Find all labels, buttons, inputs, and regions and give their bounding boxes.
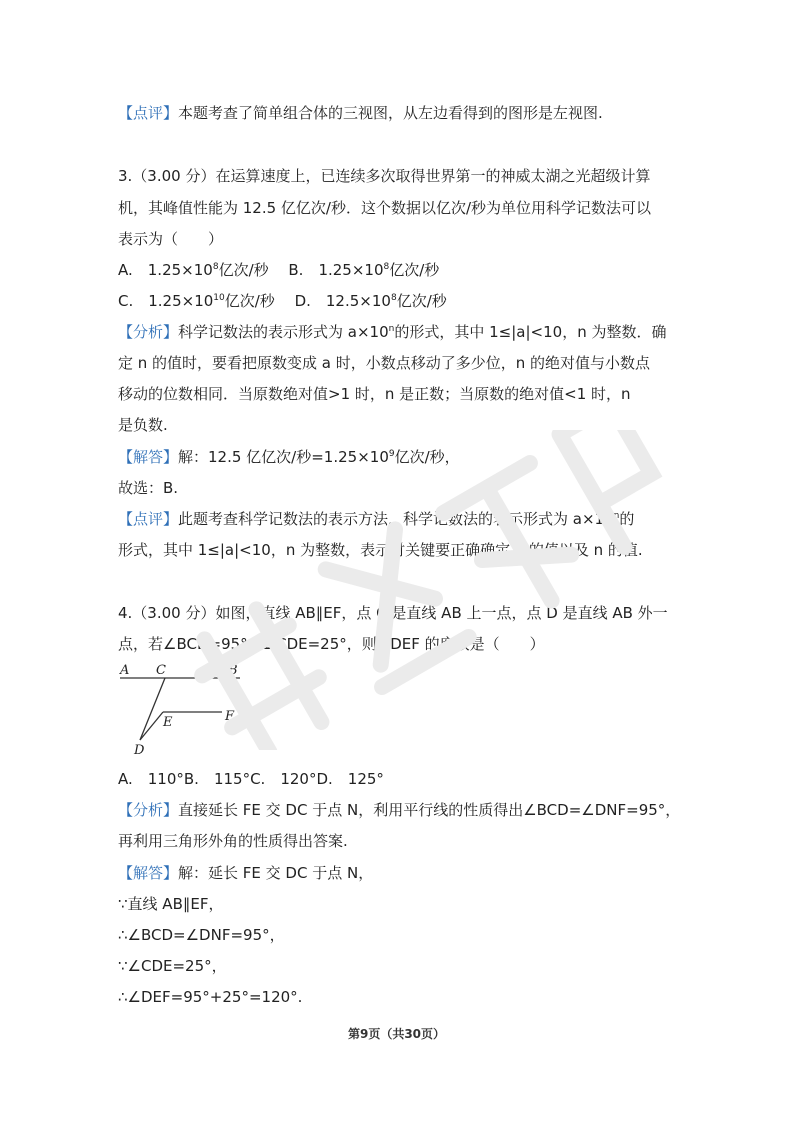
q3-analysis-line-2: 定 n 的值时，要看把原数变成 a 时，小数点移动了多少位，n 的绝对值与小数点 bbox=[118, 354, 651, 372]
q4-options: A. 110°B. 115°C. 120°D. 125° bbox=[118, 770, 384, 788]
label-a: A bbox=[120, 663, 130, 678]
answer-tag: 【解答】 bbox=[118, 448, 179, 466]
q3-stem-line-3: 表示为（ ） bbox=[118, 230, 224, 248]
q4-analysis-line-1: 【分析】直接延长 FE 交 DC 于点 N，利用平行线的性质得出∠BCD=∠DNF=95°， bbox=[118, 801, 681, 819]
q4-answer-line-2: ∵直线 AB∥EF， bbox=[118, 895, 224, 913]
page-footer: 第9页（共30页） bbox=[347, 1027, 446, 1041]
q4-answer-line-1: 【解答】解：延长 FE 交 DC 于点 N， bbox=[118, 864, 374, 882]
label-f: F bbox=[225, 709, 235, 724]
q3-stem-line-2: 机，其峰值性能为 12.5 亿亿次/秒．这个数据以亿次/秒为单位用科学记数法可以 bbox=[118, 199, 652, 217]
analysis-tag: 【分析】 bbox=[118, 323, 179, 341]
q3-options-ab: A. $1.25\times 10^8$亿次/秒 B. $1.25\times 10^8$亿次/秒 bbox=[118, 261, 440, 279]
q4-stem-line-1: 4.（3.00 分）如图，直线 AB∥EF，点 C 是直线 AB 上一点，点 D 是直线 AB 外一 bbox=[118, 604, 668, 622]
q3-analysis-line-3: 移动的位数相同．当原数绝对值>1 时，n 是正数；当原数的绝对值<1 时，n bbox=[118, 385, 631, 403]
q4-answer-line-3: ∴∠BCD=∠DNF=95°， bbox=[118, 926, 285, 944]
comment-tag: 【点评】 bbox=[118, 510, 179, 528]
q3-answer: 【解答】解：12.5 亿亿次/秒$=1.25\times 10^9$亿次/秒， bbox=[118, 448, 460, 466]
q3-stem-line-1: 3.（3.00 分）在运算速度上，已连续多次取得世界第一的神威太湖之光超级计算 bbox=[118, 167, 651, 185]
analysis-tag: 【分析】 bbox=[118, 801, 179, 819]
q3-analysis-line-4: 是负数. bbox=[118, 416, 168, 434]
q3-options-cd: C. $1.25\times 10^{10}$亿次/秒 D. $12.5\times 10^8$亿次/秒 bbox=[118, 292, 447, 310]
label-c: C bbox=[156, 663, 166, 678]
q4-answer-line-5: ∴∠DEF=95°+25°=120°. bbox=[118, 988, 303, 1006]
q2-comment: 【点评】本题考查了简单组合体的三视图，从左边看得到的图形是左视图. bbox=[118, 104, 603, 122]
answer-tag: 【解答】 bbox=[118, 864, 179, 882]
q3-comment-line-2: 形式，其中 1≤|a|<10，n 为整数，表示时关键要正确确定 a 的值以及 n 的值. bbox=[118, 541, 643, 559]
q4-stem-line-2: 点，若∠BCD=95°，∠CDE=25°，则∠DEF 的度数是（ ） bbox=[118, 635, 545, 653]
comment-tag: 【点评】 bbox=[118, 104, 179, 122]
label-b: B bbox=[228, 663, 238, 678]
parallel-lines-figure bbox=[115, 660, 245, 760]
q4-analysis-line-2: 再利用三角形外角的性质得出答案. bbox=[118, 832, 348, 850]
segment-cd bbox=[140, 678, 165, 740]
q3-choice: 故选：B. bbox=[118, 479, 179, 497]
segment-de bbox=[140, 712, 163, 740]
q4-answer-line-4: ∵∠CDE=25°， bbox=[118, 957, 227, 975]
q3-analysis-line-1: 【分析】科学记数法的表示形式为 $a\times 10^n$的形式，其中 1≤|a|<10，n 为整数．确 bbox=[118, 323, 667, 341]
label-d: D bbox=[134, 743, 145, 758]
q3-comment-line-1: 【点评】此题考查科学记数法的表示方法．科学记数法的表示形式为 $a\times 10^n$的 bbox=[118, 510, 635, 528]
label-e: E bbox=[163, 715, 173, 730]
